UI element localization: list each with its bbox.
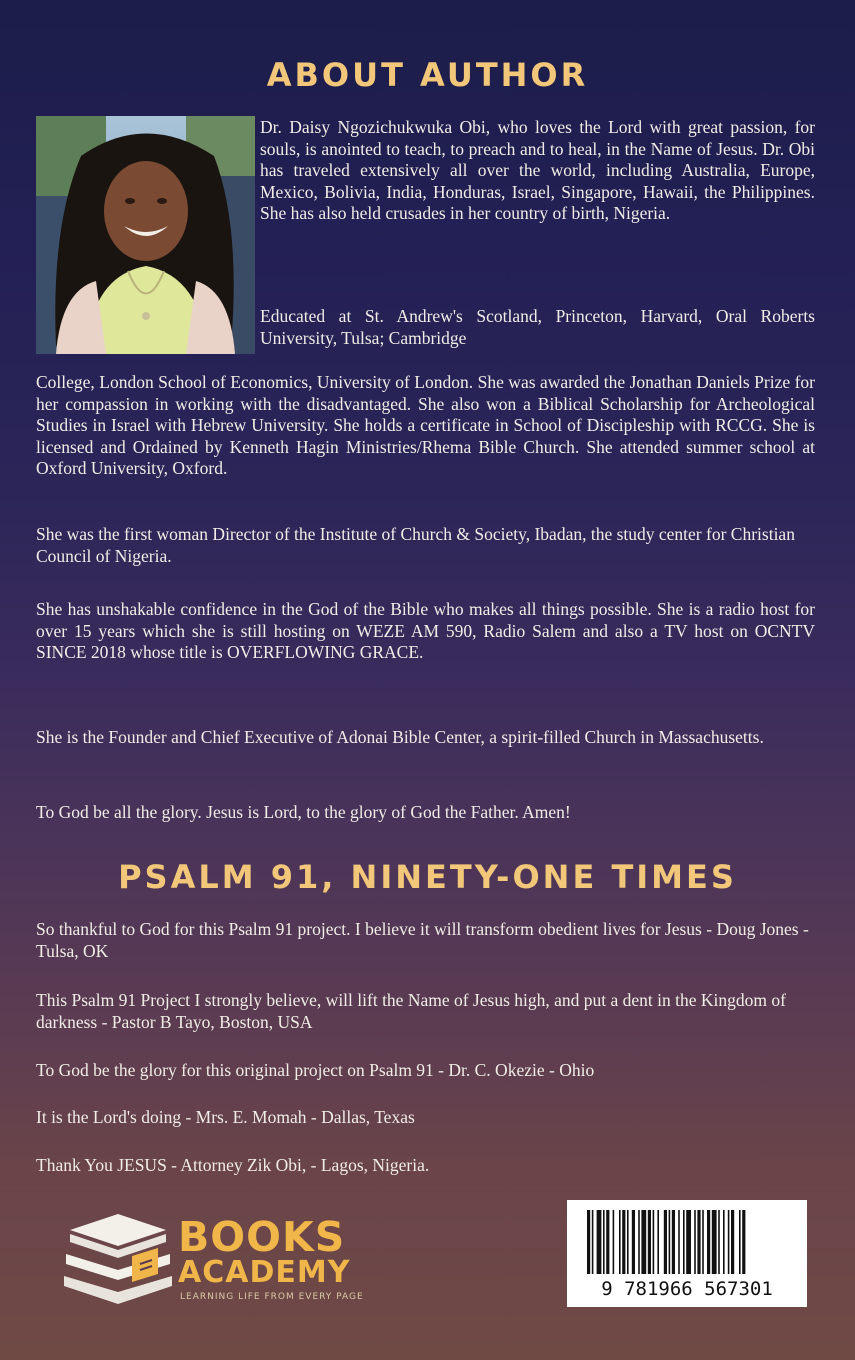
barcode-bar xyxy=(669,1210,671,1274)
logo-tagline: LEARNING LIFE FROM EVERY PAGE xyxy=(180,1292,364,1302)
logo-academy-text: ACADEMY xyxy=(178,1255,351,1290)
barcode-bar xyxy=(653,1210,655,1274)
book-stack-icon xyxy=(62,1212,174,1312)
testimonial-1: So thankful to God for this Psalm 91 project. I believe it will transform obedient lives for Jesus - Doug Jones - Tulsa, OK xyxy=(36,919,809,961)
barcode-bar xyxy=(592,1210,594,1274)
barcode-bar xyxy=(702,1210,704,1274)
barcode-bar xyxy=(632,1210,635,1274)
barcode-bar xyxy=(664,1210,667,1274)
barcode-bar xyxy=(723,1210,725,1274)
barcode-bar xyxy=(728,1210,730,1274)
about-paragraph-2: Educated at St. Andrew's Scotland, Princeton, Harvard, Oral Roberts University, Tulsa; Cambridge xyxy=(260,306,815,348)
logo-books-text: BOOKS xyxy=(178,1213,346,1261)
barcode-bar xyxy=(683,1210,685,1274)
barcode-bar xyxy=(627,1210,629,1274)
barcode-bar xyxy=(742,1210,745,1274)
barcode-bar xyxy=(697,1210,700,1274)
about-paragraph-1: Dr. Daisy Ngozichukwuka Obi, who loves the Lord with great passion, for souls, is anointed to teach, to preach and to heal, in the Name of Jesus. Dr. Obi has traveled extensively all over the world, including Australia, Europe, Mexico, Bolivia, India, Honduras, Israel, Singapore, Hawaii, the Philippines. She has also held crusades in her country of birth, Nigeria. xyxy=(260,117,815,224)
barcode-bar xyxy=(694,1210,696,1274)
barcode-bar xyxy=(672,1210,675,1274)
testimonial-4: It is the Lord's doing - Mrs. E. Momah - Dallas, Texas xyxy=(36,1107,415,1127)
psalm-heading: PSALM 91, NINETY-ONE TIMES xyxy=(118,858,737,896)
barcode-bar xyxy=(712,1210,717,1274)
barcode-bar xyxy=(648,1210,651,1274)
author-photo xyxy=(36,116,255,354)
testimonial-5: Thank You JESUS - Attorney Zik Obi, - Lagos, Nigeria. xyxy=(36,1155,430,1175)
books-academy-logo xyxy=(62,1212,362,1312)
testimonial-3: To God be the glory for this original project on Psalm 91 - Dr. C. Okezie - Ohio xyxy=(36,1060,595,1080)
about-paragraph-7: To God be all the glory. Jesus is Lord, to the glory of God the Father. Amen! xyxy=(36,802,571,822)
about-paragraph-6: She is the Founder and Chief Executive of Adonai Bible Center, a spirit-filled Church in Massachusetts. xyxy=(36,727,764,747)
barcode-bar xyxy=(739,1210,741,1274)
author-portrait-illustration xyxy=(36,116,255,354)
about-paragraph-5: She has unshakable confidence in the God of the Bible who makes all things possible. She is a radio host for over 15 years which she is still hosting on WEZE AM 590, Radio Salem and also a TV host on OCNTV SINCE 2018 whose title is OVERFLOWING GRACE. xyxy=(36,599,815,663)
barcode-bar xyxy=(678,1210,680,1274)
barcode-bar xyxy=(718,1210,720,1274)
barcode-bar xyxy=(731,1210,734,1274)
barcode-bar xyxy=(603,1210,605,1274)
barcode-bar xyxy=(622,1210,625,1274)
barcode-bar xyxy=(613,1210,615,1274)
isbn-number: 9 781966 567301 xyxy=(601,1278,773,1300)
barcode-bar xyxy=(597,1210,602,1274)
barcode-bar xyxy=(638,1210,640,1274)
barcode-bar xyxy=(641,1210,646,1274)
about-author-heading: ABOUT AUTHOR xyxy=(266,56,589,94)
about-paragraph-3: College, London School of Economics, University of London. She was awarded the Jonathan Daniels Prize for her compassion in working with the disadvantaged. She also won a Biblical Scholarship for Archeological Studies in Israel with Hebrew University. She holds a certificate in School of Discipleship with RCCG. She is licensed and Ordained by Kenneth Hagin Ministries/Rhema Bible Church. She attended summer school at Oxford University, Oxford. xyxy=(36,372,815,479)
isbn-barcode xyxy=(567,1200,807,1307)
barcode-bar xyxy=(707,1210,710,1274)
barcode-bar xyxy=(657,1210,659,1274)
about-paragraph-4: She was the first woman Director of the Institute of Church & Society, Ibadan, the study center for Christian Council of Nigeria. xyxy=(36,524,795,566)
barcode-bar xyxy=(619,1210,621,1274)
testimonial-2: This Psalm 91 Project I strongly believe, will lift the Name of Jesus high, and put a dent in the Kingdom of darkness - Pastor B Tayo, Boston, USA xyxy=(36,990,786,1032)
barcode-bar xyxy=(587,1210,590,1274)
barcode-bar xyxy=(606,1210,609,1274)
barcode-graphic xyxy=(567,1200,807,1307)
barcode-bar xyxy=(686,1210,691,1274)
